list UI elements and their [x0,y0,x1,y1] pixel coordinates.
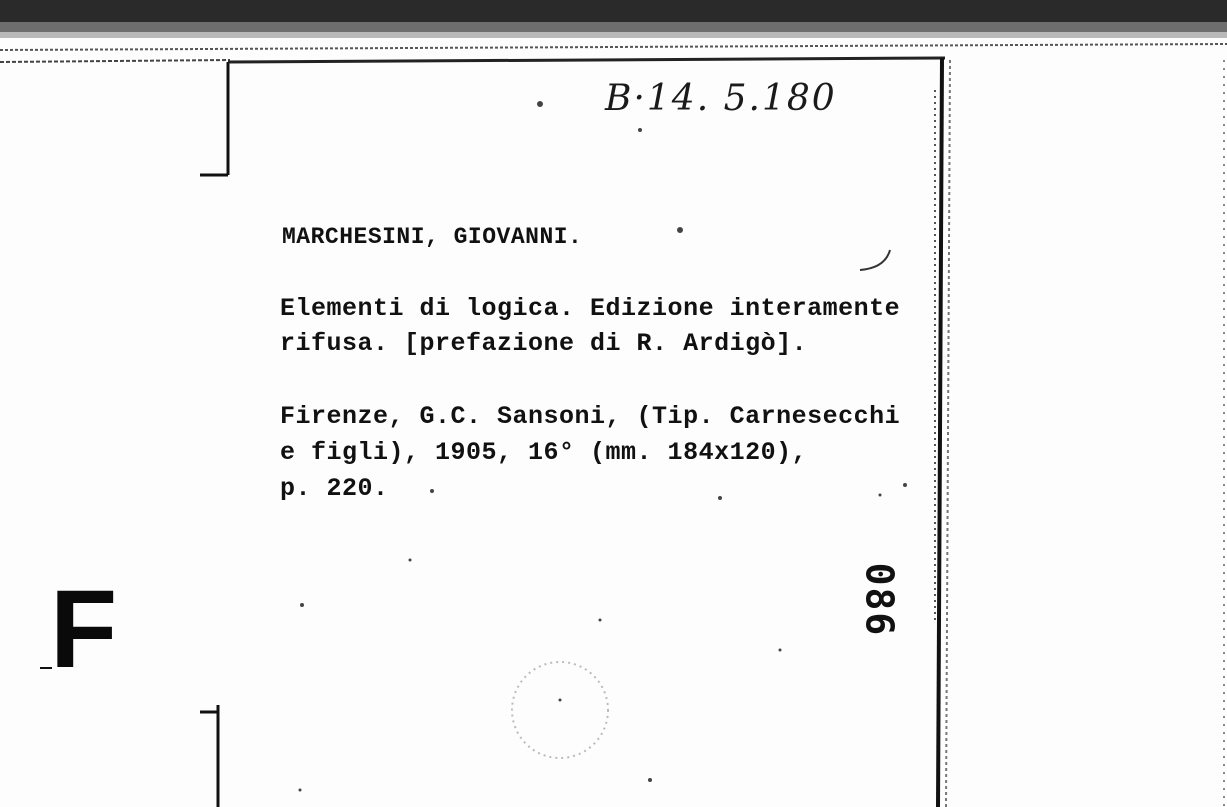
title-line-2: rifusa. [prefazione di R. Ardigò]. [280,329,808,358]
title-line-1: Elementi di logica. Edizione interamente [280,294,901,323]
imprint-line-3: p. 220. [280,474,389,503]
imprint-line-2: e figli), 1905, 16° (mm. 184x120), [280,438,808,467]
shelfmark-handwritten: B·14. 5.180 [605,78,837,119]
author-heading: MARCHESINI, GIOVANNI. [282,224,583,250]
imprint-line-1: Firenze, G.C. Sansoni, (Tip. Carnesecchi [280,402,901,431]
side-number-rotated: 086 [857,562,902,638]
margin-letter: F [50,568,118,691]
